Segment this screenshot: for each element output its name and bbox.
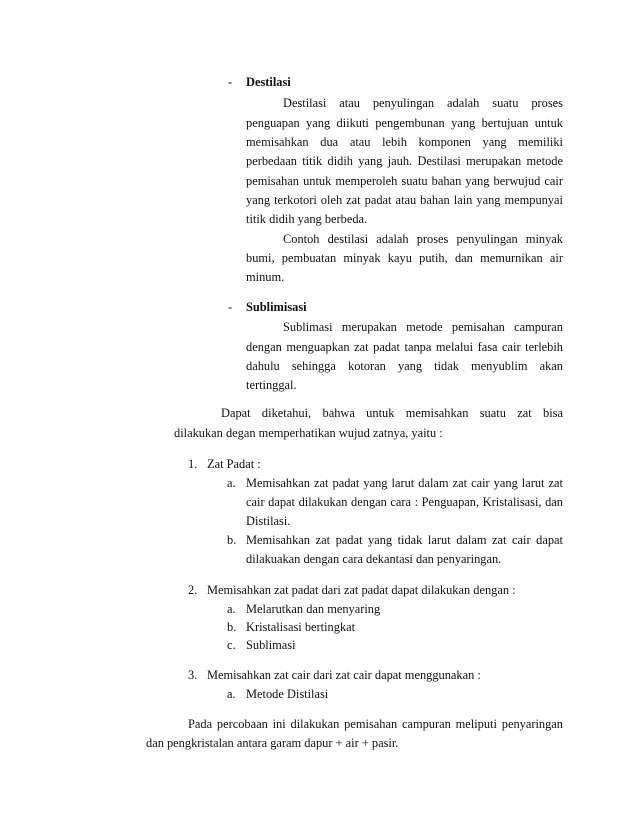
sublist-letter: a. bbox=[227, 476, 236, 490]
list-number: 2. bbox=[188, 583, 198, 597]
destilasi-line: perbedaan titik didih yang jauh. Destilasi merupakan metode bbox=[246, 154, 563, 168]
sublist-line: Sublimasi bbox=[246, 638, 296, 652]
sublist-letter: a. bbox=[227, 687, 236, 701]
bullet-dash: - bbox=[228, 75, 233, 89]
intro-line: Dapat diketahui, bahwa untuk memisahkan suatu zat bisa bbox=[221, 406, 563, 420]
destilasi-example-line: Contoh destilasi adalah proses penyulingan minyak bbox=[283, 232, 563, 246]
destilasi-line: titik didih yang berbeda. bbox=[246, 212, 368, 226]
sublimisasi-line: Sublimasi merupakan metode pemisahan campuran bbox=[283, 320, 563, 334]
sublimisasi-line: dahulu sehingga kotoran yang tidak menyublim akan bbox=[246, 359, 563, 373]
sublist-letter: b. bbox=[227, 620, 237, 634]
sublist-letter: b. bbox=[227, 533, 237, 547]
sublist-line: cair dapat dilakukan dengan cara : Penguapan, Kristalisasi, dan bbox=[246, 495, 563, 509]
sublist-line: Distilasi. bbox=[246, 514, 291, 528]
list-number: 1. bbox=[188, 457, 198, 471]
sublist-letter: a. bbox=[227, 602, 236, 616]
destilasi-line: Destilasi atau penyulingan adalah suatu proses bbox=[283, 96, 563, 110]
sublist-line: Memisahkan zat padat yang larut dalam zat cair yang larut zat bbox=[246, 476, 563, 490]
closing-line: Pada percobaan ini dilakukan pemisahan campuran meliputi penyaringan bbox=[188, 717, 563, 731]
closing-line: dan pengkristalan antara garam dapur + air + pasir. bbox=[146, 736, 399, 750]
list-number: 3. bbox=[188, 668, 198, 682]
sublist-line: dilakuakan dengan cara dekantasi dan penyaringan. bbox=[246, 552, 502, 566]
destilasi-line: pemisahan untuk memperoleh suatu bahan yang berwujud cair bbox=[246, 174, 563, 188]
heading-sublimisasi: Sublimisasi bbox=[246, 300, 307, 314]
destilasi-line: penguapan yang diikuti pengembunan yang bertujuan untuk bbox=[246, 116, 563, 130]
list-title: Memisahkan zat padat dari zat padat dapat dilakukan dengan : bbox=[207, 583, 516, 597]
sublist-line: Metode Distilasi bbox=[246, 687, 329, 701]
sublist-line: Memisahkan zat padat yang tidak larut dalam zat cair dapat bbox=[246, 533, 563, 547]
sublimisasi-line: dengan menguapkan zat padat tanpa melalui fasa cair terlebih bbox=[246, 340, 563, 354]
sublist-line: Kristalisasi bertingkat bbox=[246, 620, 356, 634]
bullet-dash: - bbox=[228, 300, 233, 314]
list-title: Memisahkan zat cair dari zat cair dapat menggunakan : bbox=[207, 668, 481, 682]
sublist-letter: c. bbox=[227, 638, 236, 652]
sublimisasi-line: tertinggal. bbox=[246, 378, 297, 392]
destilasi-example-line: bumi, pembuatan minyak kayu putih, dan memurnikan air bbox=[246, 251, 563, 265]
destilasi-line: memisahkan dua atau lebih komponen yang memiliki bbox=[246, 135, 563, 149]
list-title: Zat Padat : bbox=[207, 457, 261, 471]
heading-destilasi: Destilasi bbox=[246, 75, 291, 89]
sublist-line: Melarutkan dan menyaring bbox=[246, 602, 381, 616]
destilasi-example-line: minum. bbox=[246, 270, 285, 284]
intro-line: dilakukan degan memperhatikan wujud zatnya, yaitu : bbox=[174, 426, 443, 440]
destilasi-line: yang terkotori oleh zat padat atau bahan lain yang mempunyai bbox=[246, 193, 563, 207]
